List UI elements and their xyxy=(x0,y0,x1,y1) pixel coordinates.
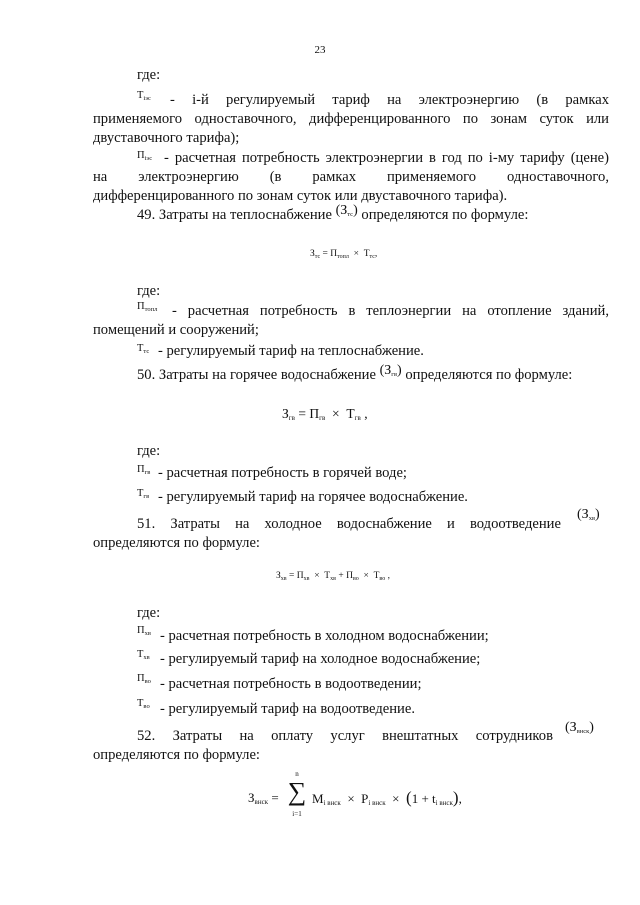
definition-p-hv: - расчетная потребность в холодном водоснабжении; xyxy=(160,628,489,644)
definition-p-ies-cont-2: дифференцированного по зонам суток или двуставочного тарифа). xyxy=(93,188,508,204)
definition-t-gv: - регулируемый тариф на горячее водоснабжение. xyxy=(158,489,468,505)
symbol-p-hv: $П_{хв}$ xyxy=(137,625,151,637)
where-label: где: xyxy=(137,67,161,83)
definition-t-hv: - регулируемый тариф на холодное водоснабжение; xyxy=(160,651,481,667)
item-52-heading: 52. Затраты на оплату услуг внештатных сотрудников xyxy=(137,728,553,744)
sigma-lower-limit: i=1 xyxy=(292,810,302,818)
where-label-50: где: xyxy=(137,443,161,459)
definition-t-ies-cont-1: применяемого одноставочного, дифференцированного по зонам суток или xyxy=(93,111,609,127)
sigma-upper-limit: n xyxy=(295,770,299,778)
item-50-heading: 50. Затраты на горячее водоснабжение $(З_{гв})$ определяются по формуле: xyxy=(137,363,573,383)
sigma-symbol: ∑ xyxy=(287,777,307,806)
symbol-t-vo: $Т_{во}$ xyxy=(137,698,150,710)
symbol-t-gv: $Т_{гв}$ xyxy=(137,488,150,500)
where-label-49: где: xyxy=(137,283,161,299)
definition-t-ts: - регулируемый тариф на теплоснабжение. xyxy=(158,343,424,359)
symbol-z-ts: $(З_{тс})$ xyxy=(335,203,358,218)
definition-p-topl: - расчетная потребность в теплоэнергии на отопление зданий, xyxy=(172,303,609,319)
definition-p-gv: - расчетная потребность в горячей воде; xyxy=(158,465,407,481)
symbol-t-ies: $Т_{iэс}$ xyxy=(137,90,151,102)
formula-51: $З_{хв} = П_{хв} \times Т_{хв} + П_{во} \times Т_{во}$ , xyxy=(276,571,390,582)
definition-t-ies: - i-й регулируемый тариф на электроэнергию (в рамках xyxy=(170,92,609,108)
symbol-z-vnsk: $(З_{внск})$ xyxy=(565,720,594,735)
formula-52-rhs: $M_{i внск} \times P_{i внск} \times (1 + t_{i внск})$, xyxy=(312,788,462,807)
symbol-z-gv: $(З_{гв})$ xyxy=(379,363,402,378)
formula-49: $З_{тс} = П_{топл} \times Т_{тс}$, xyxy=(310,249,378,260)
symbol-t-hv: $Т_{хв}$ xyxy=(137,649,150,661)
item-51-heading-cont: определяются по формуле: xyxy=(93,535,260,551)
definition-p-topl-cont: помещений и сооружений; xyxy=(93,322,259,338)
item-49-heading: 49. Затраты на теплоснабжение $(З_{тс})$ определяются по формуле: xyxy=(137,203,529,223)
definition-p-ies: - расчетная потребность электроэнергии в год по i-му тарифу (цене) xyxy=(164,150,609,166)
symbol-z-hv: $(З_{хв})$ xyxy=(577,507,600,522)
symbol-p-topl: $П_{топл}$ xyxy=(137,301,158,313)
formula-52-lhs: $З_{внск}$ = xyxy=(248,790,279,806)
item-51-heading: 51. Затраты на холодное водоснабжение и водоотведение xyxy=(137,516,561,532)
where-label-51: где: xyxy=(137,605,161,621)
page-number: 23 xyxy=(314,44,326,56)
definition-p-ies-cont-1: на электроэнергию (в рамках применяемого одноставочного, xyxy=(93,169,609,185)
definition-t-ies-cont-2: двуставочного тарифа); xyxy=(93,130,240,146)
symbol-p-vo: $П_{во}$ xyxy=(137,673,151,685)
item-52-heading-cont: определяются по формуле: xyxy=(93,747,260,763)
definition-p-vo: - расчетная потребность в водоотведении; xyxy=(160,676,422,692)
symbol-p-gv: $П_{гв}$ xyxy=(137,464,151,476)
symbol-p-ies: $П_{iэс}$ xyxy=(137,150,153,162)
formula-50: $З_{гв} = П_{гв} \times Т_{гв}$ , xyxy=(282,406,368,422)
symbol-t-ts: $Т_{тс}$ xyxy=(137,343,150,355)
definition-t-vo: - регулируемый тариф на водоотведение. xyxy=(160,701,415,717)
